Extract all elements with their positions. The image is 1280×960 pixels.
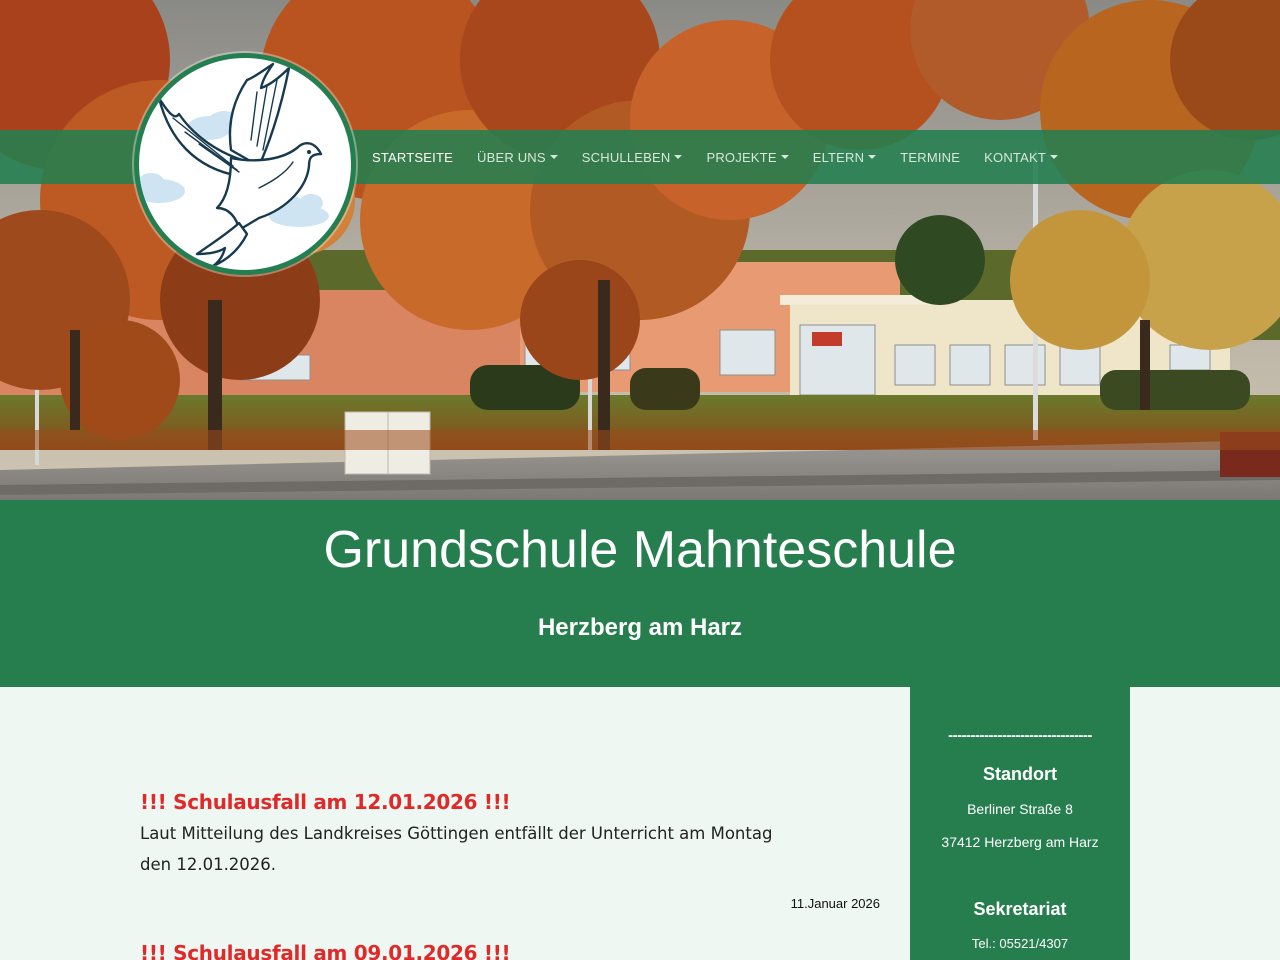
nav-item-kontakt[interactable] bbox=[972, 150, 1070, 165]
nav-item-label: ÜBER UNS bbox=[476, 149, 546, 165]
caret-down-icon bbox=[674, 155, 682, 159]
nav-item-label: ELTERN bbox=[812, 149, 865, 165]
caret-down-icon bbox=[781, 155, 789, 159]
site-header-band bbox=[0, 500, 1280, 687]
nav-item-label: KONTAKT bbox=[984, 149, 1046, 165]
office-phone[interactable]: Tel.: 05521/4307 bbox=[971, 936, 1069, 951]
nav-item-label: STARTSEITE bbox=[372, 149, 453, 165]
news-post bbox=[140, 790, 880, 911]
nav-item-label: TERMINE bbox=[900, 149, 961, 165]
site-subtitle: Herzberg am Harz bbox=[537, 614, 743, 641]
street-address: Berliner Straße 8 bbox=[967, 801, 1073, 817]
nav-menu bbox=[360, 130, 1070, 184]
news-list bbox=[140, 687, 880, 960]
caret-down-icon bbox=[868, 155, 876, 159]
dove-icon bbox=[139, 58, 351, 270]
caret-down-icon bbox=[550, 155, 558, 159]
nav-item-label: SCHULLEBEN bbox=[581, 149, 671, 165]
site-title: Grundschule Mahnteschule bbox=[323, 521, 957, 579]
news-post bbox=[140, 941, 880, 960]
nav-item-startseite[interactable] bbox=[360, 150, 465, 165]
office-heading: Sekretariat bbox=[973, 899, 1067, 919]
post-title[interactable]: !!! Schulausfall am 09.01.2026 !!! bbox=[140, 941, 511, 960]
nav-item-projekte[interactable] bbox=[694, 150, 800, 165]
nav-item-termine[interactable] bbox=[888, 150, 972, 165]
sidebar-divider: -------------------------------- bbox=[948, 727, 1092, 744]
contact-sidebar bbox=[910, 687, 1130, 960]
post-date: 11.Januar 2026 bbox=[790, 896, 880, 911]
nav-item-label: PROJEKTE bbox=[706, 149, 777, 165]
nav-item-schulleben[interactable] bbox=[570, 150, 695, 165]
caret-down-icon bbox=[1050, 155, 1058, 159]
school-logo[interactable] bbox=[134, 53, 356, 275]
post-title[interactable]: !!! Schulausfall am 12.01.2026 !!! bbox=[140, 790, 511, 814]
location-heading: Standort bbox=[983, 764, 1057, 784]
nav-item-über-uns[interactable] bbox=[465, 150, 570, 165]
city-address: 37412 Herzberg am Harz bbox=[941, 834, 1099, 850]
post-body: Laut Mitteilung des Landkreises Göttingen entfällt der Unterricht am Montag den 12.01.2026. bbox=[140, 824, 773, 874]
nav-item-eltern[interactable] bbox=[801, 150, 889, 165]
